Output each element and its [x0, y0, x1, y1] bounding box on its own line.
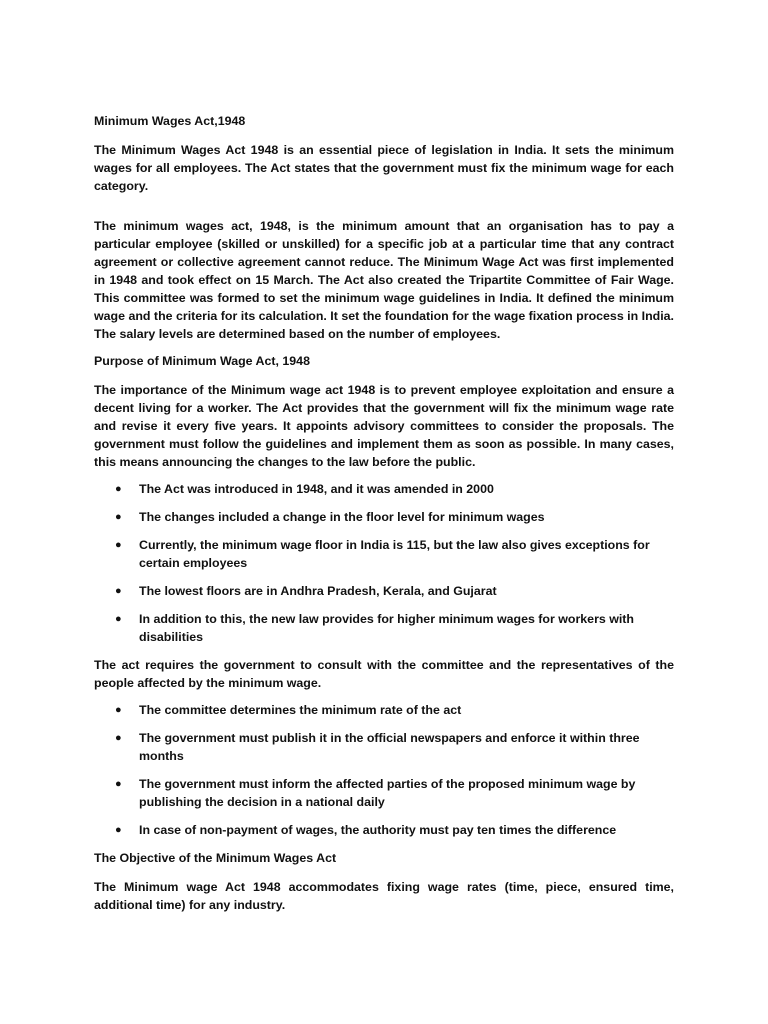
list-item	[94, 480, 674, 498]
list-item	[94, 775, 674, 811]
definition-paragraph: The minimum wages act, 1948, is the minimum amount that an organisation has to pay a particular employee (skilled or unskilled) for a specific job at a particular time that any contract agreement or collective agreement cannot reduce. The Minimum Wage Act was first implemented in 1948 and took effect on 15 March. The Act also created the Tripartite Committee of Fair Wage. This committee was formed to set the minimum wage guidelines in India. It defined the minimum wage and the criteria for its calculation. It set the foundation for the wage fixation process in India. The salary levels are determined based on the number of employees.	[94, 219, 674, 341]
bullet-icon: ●	[115, 483, 122, 495]
list-item	[94, 582, 674, 600]
list-item-text: The lowest floors are in Andhra Pradesh, Kerala, and Gujarat	[139, 584, 497, 598]
objective-heading: The Objective of the Minimum Wages Act	[94, 851, 337, 865]
list-item	[94, 610, 674, 646]
list-item	[94, 701, 674, 719]
list-item	[94, 729, 674, 765]
objective-paragraph: The Minimum wage Act 1948 accommodates fixing wage rates (time, piece, ensured time, additional time) for any industry.	[94, 880, 674, 912]
list-item-text: The committee determines the minimum rate of the act	[139, 703, 462, 717]
bullet-icon: ●	[115, 732, 122, 744]
committee-paragraph: The act requires the government to consult with the committee and the representatives of the people affected by the minimum wage.	[94, 658, 674, 690]
amendments-bullet-list	[94, 480, 674, 646]
bullet-icon: ●	[115, 539, 122, 551]
list-item	[94, 821, 674, 839]
list-item-text: The changes included a change in the floor level for minimum wages	[139, 510, 545, 524]
purpose-heading: Purpose of Minimum Wage Act, 1948	[94, 354, 310, 368]
list-item	[94, 508, 674, 526]
bullet-icon: ●	[115, 585, 122, 597]
list-item-text: Currently, the minimum wage floor in India is 115, but the law also gives exceptions for certain employees	[139, 538, 650, 570]
bullet-icon: ●	[115, 511, 122, 523]
list-item	[94, 536, 674, 572]
bullet-icon: ●	[115, 613, 122, 625]
intro-paragraph: The Minimum Wages Act 1948 is an essential piece of legislation in India. It sets the minimum wages for all employees. The Act states that the government must fix the minimum wage for each category.	[94, 143, 674, 193]
purpose-paragraph: The importance of the Minimum wage act 1948 is to prevent employee exploitation and ensure a decent living for a worker. The Act provides that the government will fix the minimum wage rate and revise it every five years. It appoints advisory committees to consider the proposals. The government must follow the guidelines and implement them as soon as possible. In many cases, this means announcing the changes to the law before the public.	[94, 383, 674, 469]
bullet-icon: ●	[115, 704, 122, 716]
list-item-text: In addition to this, the new law provides for higher minimum wages for workers with disabilities	[139, 612, 634, 644]
bullet-icon: ●	[115, 824, 122, 836]
committee-bullet-list	[94, 701, 674, 839]
list-item-text: The government must inform the affected parties of the proposed minimum wage by publishing the decision in a national daily	[139, 777, 636, 809]
list-item-text: The government must publish it in the official newspapers and enforce it within three months	[139, 731, 640, 763]
list-item-text: In case of non-payment of wages, the authority must pay ten times the difference	[139, 823, 617, 837]
document-title: Minimum Wages Act,1948	[94, 114, 246, 128]
list-item-text: The Act was introduced in 1948, and it was amended in 2000	[139, 482, 494, 496]
bullet-icon: ●	[115, 778, 122, 790]
document-content	[94, 112, 674, 923]
